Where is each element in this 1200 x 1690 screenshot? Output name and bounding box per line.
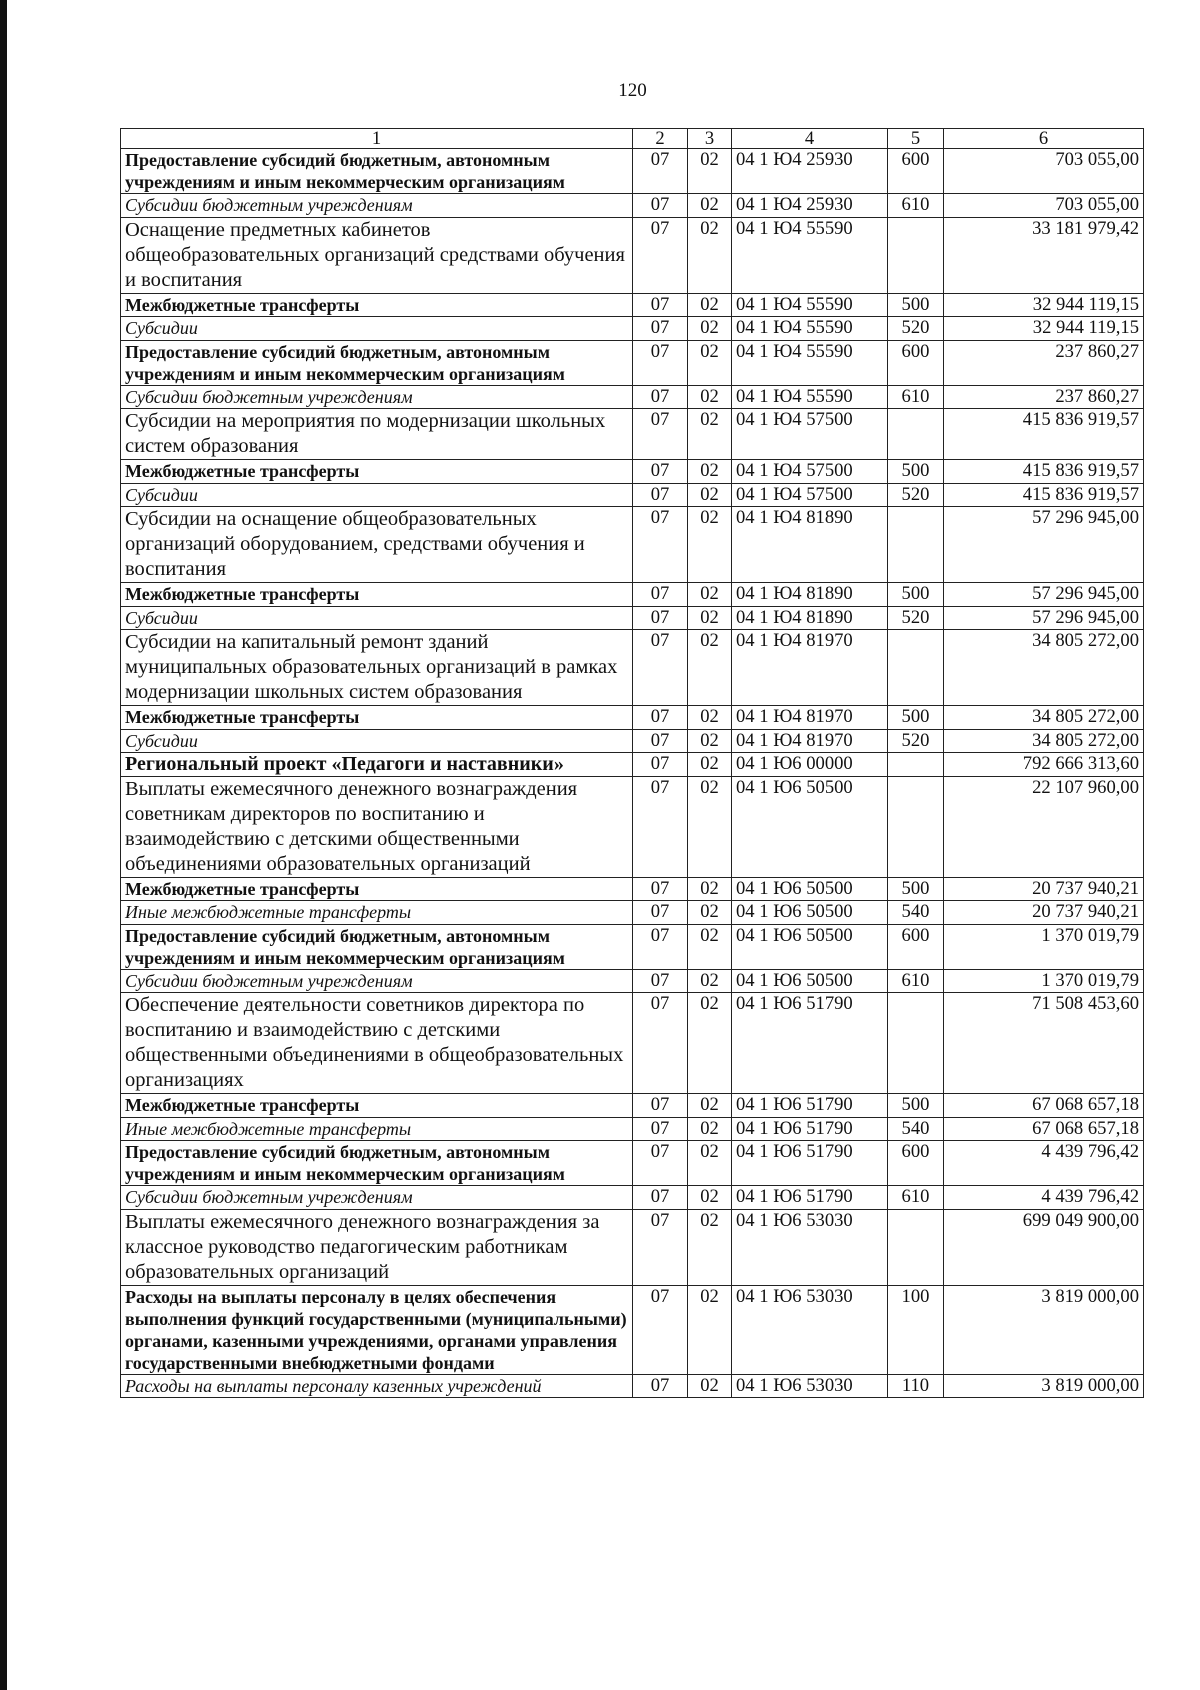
row-target-article-cell: 04 1 Ю6 50500	[732, 877, 888, 901]
row-subsection-cell: 02	[688, 606, 732, 630]
table-row	[121, 385, 1144, 409]
row-target-article-cell: 04 1 Ю4 55590	[732, 293, 888, 317]
row-section-cell: 07	[633, 385, 688, 409]
row-target-article-cell: 04 1 Ю4 25930	[732, 194, 888, 218]
row-amount-cell: 32 944 119,15	[944, 317, 1144, 341]
row-target-article-cell: 04 1 Ю4 57500	[732, 483, 888, 507]
row-name-cell: Субсидии на оснащение общеобразовательных организаций оборудованием, средствами обучения и воспитания	[121, 507, 633, 583]
table-row	[121, 149, 1144, 194]
row-expense-type-cell: 520	[888, 483, 944, 507]
row-section-cell: 07	[633, 583, 688, 607]
row-amount-cell: 703 055,00	[944, 194, 1144, 218]
row-name-cell: Предоставление субсидий бюджетным, автономным учреждениям и иным некоммерческим организациям	[121, 924, 633, 969]
row-name-cell: Субсидии	[121, 483, 633, 507]
table-row	[121, 409, 1144, 460]
table-row	[121, 1094, 1144, 1118]
row-subsection-cell: 02	[688, 1141, 732, 1186]
row-name-cell: Субсидии на капитальный ремонт зданий муниципальных образовательных организаций в рамках модернизации школьных систем образования	[121, 630, 633, 706]
row-target-article-cell: 04 1 Ю6 53030	[732, 1285, 888, 1374]
row-expense-type-cell: 600	[888, 924, 944, 969]
row-target-article-cell: 04 1 Ю4 81970	[732, 630, 888, 706]
row-subsection-cell: 02	[688, 385, 732, 409]
row-section-cell: 07	[633, 877, 688, 901]
row-name-cell: Расходы на выплаты персоналу казенных учреждений	[121, 1374, 633, 1398]
table-body	[121, 149, 1144, 1398]
row-section-cell: 07	[633, 1374, 688, 1398]
row-subsection-cell: 02	[688, 706, 732, 730]
row-amount-cell: 699 049 900,00	[944, 1209, 1144, 1285]
row-section-cell: 07	[633, 753, 688, 777]
row-section-cell: 07	[633, 993, 688, 1094]
row-expense-type-cell: 520	[888, 606, 944, 630]
row-section-cell: 07	[633, 1117, 688, 1141]
row-name-cell: Межбюджетные трансферты	[121, 293, 633, 317]
row-subsection-cell: 02	[688, 1285, 732, 1374]
row-target-article-cell: 04 1 Ю4 57500	[732, 460, 888, 484]
row-amount-cell: 1 370 019,79	[944, 924, 1144, 969]
row-section-cell: 07	[633, 460, 688, 484]
row-subsection-cell: 02	[688, 194, 732, 218]
row-expense-type-cell: 600	[888, 340, 944, 385]
row-name-cell: Расходы на выплаты персоналу в целях обеспечения выполнения функций государственными (муниципальными) органами, казенными учреждениями, органами управления государственными внебюджетными фондами	[121, 1285, 633, 1374]
header-col-2: 2	[633, 129, 688, 149]
row-amount-cell: 67 068 657,18	[944, 1094, 1144, 1118]
table-row	[121, 1141, 1144, 1186]
row-expense-type-cell: 610	[888, 385, 944, 409]
row-subsection-cell: 02	[688, 1094, 732, 1118]
row-section-cell: 07	[633, 340, 688, 385]
row-expense-type-cell: 100	[888, 1285, 944, 1374]
row-section-cell: 07	[633, 1186, 688, 1210]
table-row	[121, 993, 1144, 1094]
row-name-cell: Оснащение предметных кабинетов общеобразовательных организаций средствами обучения и воспитания	[121, 217, 633, 293]
row-amount-cell: 57 296 945,00	[944, 507, 1144, 583]
table-row	[121, 901, 1144, 925]
table-row	[121, 217, 1144, 293]
table-row	[121, 1285, 1144, 1374]
row-expense-type-cell	[888, 630, 944, 706]
table-row	[121, 924, 1144, 969]
budget-table	[120, 128, 1144, 1398]
row-subsection-cell: 02	[688, 507, 732, 583]
row-section-cell: 07	[633, 149, 688, 194]
row-amount-cell: 34 805 272,00	[944, 630, 1144, 706]
row-target-article-cell: 04 1 Ю6 51790	[732, 1186, 888, 1210]
row-amount-cell: 1 370 019,79	[944, 969, 1144, 993]
row-expense-type-cell	[888, 1209, 944, 1285]
row-subsection-cell: 02	[688, 1186, 732, 1210]
header-col-5: 5	[888, 129, 944, 149]
row-expense-type-cell: 500	[888, 877, 944, 901]
row-subsection-cell: 02	[688, 924, 732, 969]
row-expense-type-cell	[888, 507, 944, 583]
row-expense-type-cell: 520	[888, 317, 944, 341]
row-subsection-cell: 02	[688, 776, 732, 877]
row-amount-cell: 3 819 000,00	[944, 1285, 1144, 1374]
row-amount-cell: 71 508 453,60	[944, 993, 1144, 1094]
row-target-article-cell: 04 1 Ю4 55590	[732, 385, 888, 409]
row-section-cell: 07	[633, 483, 688, 507]
row-name-cell: Иные межбюджетные трансферты	[121, 901, 633, 925]
row-target-article-cell: 04 1 Ю6 00000	[732, 753, 888, 777]
row-section-cell: 07	[633, 217, 688, 293]
table-header	[121, 129, 1144, 149]
row-section-cell: 07	[633, 606, 688, 630]
row-target-article-cell: 04 1 Ю4 81970	[732, 706, 888, 730]
row-amount-cell: 237 860,27	[944, 385, 1144, 409]
row-amount-cell: 33 181 979,42	[944, 217, 1144, 293]
row-name-cell: Субсидии бюджетным учреждениям	[121, 194, 633, 218]
row-amount-cell: 415 836 919,57	[944, 483, 1144, 507]
row-target-article-cell: 04 1 Ю6 50500	[732, 924, 888, 969]
row-section-cell: 07	[633, 293, 688, 317]
row-subsection-cell: 02	[688, 877, 732, 901]
row-expense-type-cell	[888, 753, 944, 777]
table-row	[121, 753, 1144, 777]
row-amount-cell: 67 068 657,18	[944, 1117, 1144, 1141]
row-expense-type-cell: 540	[888, 1117, 944, 1141]
row-subsection-cell: 02	[688, 460, 732, 484]
row-name-cell: Выплаты ежемесячного денежного вознаграждения советникам директоров по воспитанию и взаимодействию с детскими общественными объединениями образовательных организаций	[121, 776, 633, 877]
row-name-cell: Иные межбюджетные трансферты	[121, 1117, 633, 1141]
row-name-cell: Субсидии бюджетным учреждениям	[121, 385, 633, 409]
row-expense-type-cell: 610	[888, 969, 944, 993]
row-amount-cell: 792 666 313,60	[944, 753, 1144, 777]
row-expense-type-cell	[888, 776, 944, 877]
row-subsection-cell: 02	[688, 1209, 732, 1285]
row-amount-cell: 3 819 000,00	[944, 1374, 1144, 1398]
row-name-cell: Межбюджетные трансферты	[121, 460, 633, 484]
row-subsection-cell: 02	[688, 409, 732, 460]
row-expense-type-cell: 610	[888, 194, 944, 218]
row-subsection-cell: 02	[688, 1117, 732, 1141]
table-row	[121, 1186, 1144, 1210]
table-row	[121, 1117, 1144, 1141]
row-target-article-cell: 04 1 Ю4 25930	[732, 149, 888, 194]
row-expense-type-cell	[888, 993, 944, 1094]
row-target-article-cell: 04 1 Ю4 81890	[732, 507, 888, 583]
row-name-cell: Региональный проект «Педагоги и наставники»	[121, 753, 633, 777]
row-target-article-cell: 04 1 Ю4 57500	[732, 409, 888, 460]
row-name-cell: Межбюджетные трансферты	[121, 877, 633, 901]
row-name-cell: Межбюджетные трансферты	[121, 706, 633, 730]
row-target-article-cell: 04 1 Ю6 51790	[732, 993, 888, 1094]
row-section-cell: 07	[633, 194, 688, 218]
row-subsection-cell: 02	[688, 729, 732, 753]
row-expense-type-cell	[888, 217, 944, 293]
row-target-article-cell: 04 1 Ю4 55590	[732, 317, 888, 341]
table-row	[121, 630, 1144, 706]
row-name-cell: Субсидии	[121, 729, 633, 753]
row-section-cell: 07	[633, 729, 688, 753]
row-expense-type-cell: 540	[888, 901, 944, 925]
row-subsection-cell: 02	[688, 993, 732, 1094]
page-number: 120	[618, 80, 647, 101]
row-amount-cell: 57 296 945,00	[944, 606, 1144, 630]
row-target-article-cell: 04 1 Ю4 81890	[732, 583, 888, 607]
row-target-article-cell: 04 1 Ю4 81970	[732, 729, 888, 753]
table-row	[121, 194, 1144, 218]
row-section-cell: 07	[633, 1285, 688, 1374]
table-row	[121, 460, 1144, 484]
table-row	[121, 340, 1144, 385]
row-subsection-cell: 02	[688, 217, 732, 293]
table-row	[121, 317, 1144, 341]
row-section-cell: 07	[633, 1141, 688, 1186]
row-name-cell: Субсидии бюджетным учреждениям	[121, 969, 633, 993]
table-row	[121, 1209, 1144, 1285]
table-row	[121, 483, 1144, 507]
row-name-cell: Субсидии на мероприятия по модернизации школьных систем образования	[121, 409, 633, 460]
row-amount-cell: 415 836 919,57	[944, 460, 1144, 484]
row-expense-type-cell: 610	[888, 1186, 944, 1210]
row-expense-type-cell: 500	[888, 706, 944, 730]
row-subsection-cell: 02	[688, 483, 732, 507]
row-target-article-cell: 04 1 Ю6 53030	[732, 1374, 888, 1398]
row-amount-cell: 32 944 119,15	[944, 293, 1144, 317]
row-name-cell: Предоставление субсидий бюджетным, автономным учреждениям и иным некоммерческим организациям	[121, 1141, 633, 1186]
row-name-cell: Предоставление субсидий бюджетным, автономным учреждениям и иным некоммерческим организациям	[121, 149, 633, 194]
row-target-article-cell: 04 1 Ю4 55590	[732, 217, 888, 293]
row-subsection-cell: 02	[688, 583, 732, 607]
row-amount-cell: 22 107 960,00	[944, 776, 1144, 877]
header-col-6: 6	[944, 129, 1144, 149]
row-name-cell: Обеспечение деятельности советников директора по воспитанию и взаимодействию с детскими общественными объединениями в общеобразовательных организациях	[121, 993, 633, 1094]
row-section-cell: 07	[633, 706, 688, 730]
row-target-article-cell: 04 1 Ю4 55590	[732, 340, 888, 385]
table-row	[121, 1374, 1144, 1398]
row-subsection-cell: 02	[688, 317, 732, 341]
row-amount-cell: 237 860,27	[944, 340, 1144, 385]
row-section-cell: 07	[633, 969, 688, 993]
row-name-cell: Субсидии	[121, 317, 633, 341]
row-expense-type-cell: 500	[888, 460, 944, 484]
table-row	[121, 706, 1144, 730]
row-amount-cell: 34 805 272,00	[944, 729, 1144, 753]
header-col-3: 3	[688, 129, 732, 149]
row-subsection-cell: 02	[688, 753, 732, 777]
table-row	[121, 606, 1144, 630]
table-row	[121, 293, 1144, 317]
row-target-article-cell: 04 1 Ю4 81890	[732, 606, 888, 630]
row-expense-type-cell: 600	[888, 149, 944, 194]
row-section-cell: 07	[633, 630, 688, 706]
row-subsection-cell: 02	[688, 630, 732, 706]
table-row	[121, 776, 1144, 877]
table-row	[121, 583, 1144, 607]
row-target-article-cell: 04 1 Ю6 50500	[732, 969, 888, 993]
row-section-cell: 07	[633, 1094, 688, 1118]
row-name-cell: Субсидии	[121, 606, 633, 630]
row-expense-type-cell: 520	[888, 729, 944, 753]
row-target-article-cell: 04 1 Ю6 51790	[732, 1141, 888, 1186]
row-section-cell: 07	[633, 924, 688, 969]
row-subsection-cell: 02	[688, 293, 732, 317]
row-target-article-cell: 04 1 Ю6 51790	[732, 1094, 888, 1118]
row-amount-cell: 4 439 796,42	[944, 1186, 1144, 1210]
row-expense-type-cell: 500	[888, 583, 944, 607]
row-amount-cell: 703 055,00	[944, 149, 1144, 194]
row-subsection-cell: 02	[688, 149, 732, 194]
table-row	[121, 877, 1144, 901]
row-expense-type-cell: 600	[888, 1141, 944, 1186]
row-expense-type-cell: 110	[888, 1374, 944, 1398]
table-row	[121, 729, 1144, 753]
row-section-cell: 07	[633, 409, 688, 460]
row-target-article-cell: 04 1 Ю6 50500	[732, 901, 888, 925]
row-name-cell: Межбюджетные трансферты	[121, 1094, 633, 1118]
row-expense-type-cell: 500	[888, 293, 944, 317]
row-amount-cell: 34 805 272,00	[944, 706, 1144, 730]
row-section-cell: 07	[633, 1209, 688, 1285]
row-target-article-cell: 04 1 Ю6 53030	[732, 1209, 888, 1285]
row-section-cell: 07	[633, 776, 688, 877]
header-col-1: 1	[121, 129, 633, 149]
row-section-cell: 07	[633, 507, 688, 583]
row-target-article-cell: 04 1 Ю6 51790	[732, 1117, 888, 1141]
row-name-cell: Межбюджетные трансферты	[121, 583, 633, 607]
row-name-cell: Предоставление субсидий бюджетным, автономным учреждениям и иным некоммерческим организациям	[121, 340, 633, 385]
row-expense-type-cell: 500	[888, 1094, 944, 1118]
row-subsection-cell: 02	[688, 901, 732, 925]
scan-edge	[0, 0, 7, 1690]
row-amount-cell: 4 439 796,42	[944, 1141, 1144, 1186]
table-row	[121, 969, 1144, 993]
row-name-cell: Выплаты ежемесячного денежного вознаграждения за классное руководство педагогическим работникам образовательных организаций	[121, 1209, 633, 1285]
row-subsection-cell: 02	[688, 969, 732, 993]
row-amount-cell: 20 737 940,21	[944, 877, 1144, 901]
row-amount-cell: 20 737 940,21	[944, 901, 1144, 925]
row-amount-cell: 415 836 919,57	[944, 409, 1144, 460]
table-row	[121, 507, 1144, 583]
row-target-article-cell: 04 1 Ю6 50500	[732, 776, 888, 877]
row-section-cell: 07	[633, 317, 688, 341]
row-subsection-cell: 02	[688, 1374, 732, 1398]
header-col-4: 4	[732, 129, 888, 149]
row-section-cell: 07	[633, 901, 688, 925]
header-row	[121, 129, 1144, 149]
row-expense-type-cell	[888, 409, 944, 460]
row-subsection-cell: 02	[688, 340, 732, 385]
row-name-cell: Субсидии бюджетным учреждениям	[121, 1186, 633, 1210]
row-amount-cell: 57 296 945,00	[944, 583, 1144, 607]
